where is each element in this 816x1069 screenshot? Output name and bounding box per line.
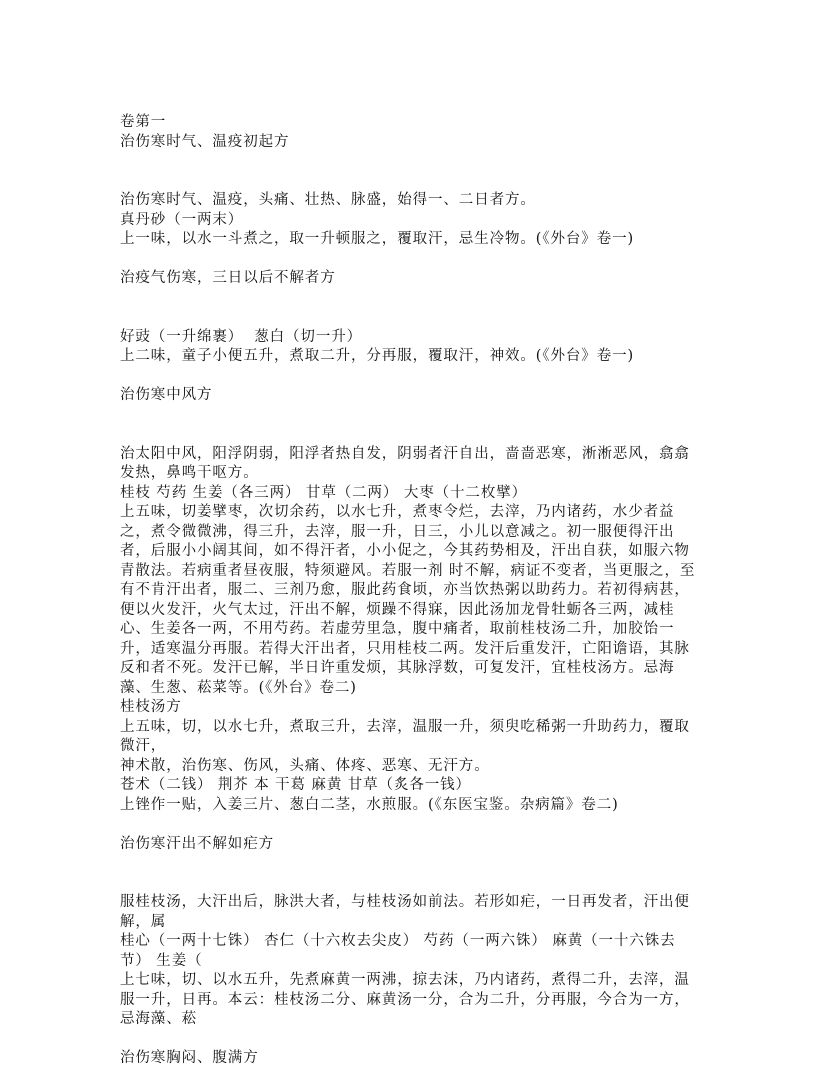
- section-heading: 治伤寒中风方: [120, 387, 213, 403]
- paragraph: 神术散，治伤寒、伤风，头痛、体疼、恶寒、无汗方。: [120, 757, 490, 774]
- formula-name: 桂枝汤方: [120, 699, 182, 715]
- paragraph: 上七味，切、以水五升，先煮麻黄一两沸，掠去沫，乃内诸药，煮得二升，去滓，温服一升，日再。本云：桂枝汤二分、麻黄汤一分，合为二升，分再服，今合为一方，忌海藻、菘: [120, 972, 690, 1027]
- document-page: [120, 113, 700, 1069]
- volume-title: 卷第一: [120, 114, 167, 130]
- ingredient-line: 桂枝 芍药 生姜（各三两） 甘草（二两） 大枣（十二枚擘）: [120, 484, 528, 501]
- ingredient-line: 真丹砂（一两末）: [120, 211, 244, 228]
- section-heading: 治伤寒胸闷、腹满方: [120, 1050, 259, 1066]
- paragraph: 上二味，童子小便五升，煮取二升，分再服，覆取汗，神效。(《外台》卷一): [120, 348, 635, 364]
- paragraph: 服桂枝汤，大汗出后，脉洪大者，与桂枝汤如前法。若形如疟，一日再发者，汗出便解，属: [120, 894, 690, 930]
- paragraph: 上五味，切姜擘枣，次切余药，以水七升，煮枣令烂，去滓，乃内诸药，水少者益之，煮令微微沸，得三升，去滓，服一升，日三，小儿以意减之。初一服便得汗出者，后服小小阔其间，如不得汗者，小小促之，今其药势相及，汗出自获，如服六物青散法。若病重者昼夜服，特须避风。若服一剂 时不解，病证不变者，当更服之，至有不肯汗出者，服二、三剂乃愈，服此药食顷，亦当饮热粥以助药力。若初得病甚，便以火发汗，火气太过，汗出不解，烦躁不得寐，因此汤加龙骨牡蛎各三两，减桂心、生姜各一两，不用芍药。若虚劳里急，腹中痛者，取前桂枝汤二升，加胶饴一升，适寒温分再服。若得大汗出者，只用桂枝二两。发汗后重发汗，亡阳谵语，其脉反和者不死。发汗已解，半日许重发烦，其脉浮数，可复发汗，宜桂枝汤方。忌海藻、生葱、菘菜等。(《外台》卷二): [120, 504, 696, 696]
- paragraph: 上锉作一贴，入姜三片、葱白二茎，水煎服。(《东医宝鉴。杂病篇》卷二): [120, 796, 619, 813]
- paragraph: 上五味，切，以水七升，煮取三升，去滓，温服一升，须臾吃稀粥一升助药力，覆取微汗，: [120, 718, 690, 754]
- paragraph: 治太阳中风，阳浮阴弱，阳浮者热自发，阴弱者汗自出，啬啬恶寒，淅淅恶风，翕翕发热，鼻鸣干呕方。: [120, 445, 690, 481]
- ingredient-line: 桂心（一两十七铢） 杏仁（十六枚去尖皮） 芍药（一两六铢） 麻黄（一十六铢去节） 生姜（: [120, 933, 676, 969]
- paragraph: 上一味，以水一斗煮之，取一升顿服之，覆取汗，忌生冷物。(《外台》卷一): [120, 231, 635, 247]
- section-heading: 治伤寒汗出不解如疟方: [120, 835, 274, 852]
- section-heading: 治伤寒时气、温疫初起方: [120, 133, 290, 150]
- paragraph: 治伤寒时气、温疫，头痛、壮热、脉盛，始得一、二日者方。: [120, 192, 536, 208]
- ingredient-line: 好豉（一升绵裹） 葱白（切一升）: [120, 328, 363, 345]
- section-heading: 治疫气伤寒，三日以后不解者方: [120, 270, 336, 286]
- ingredient-line: 苍术（二钱） 荆芥 本 干葛 麻黄 甘草（炙各一钱）: [120, 777, 471, 793]
